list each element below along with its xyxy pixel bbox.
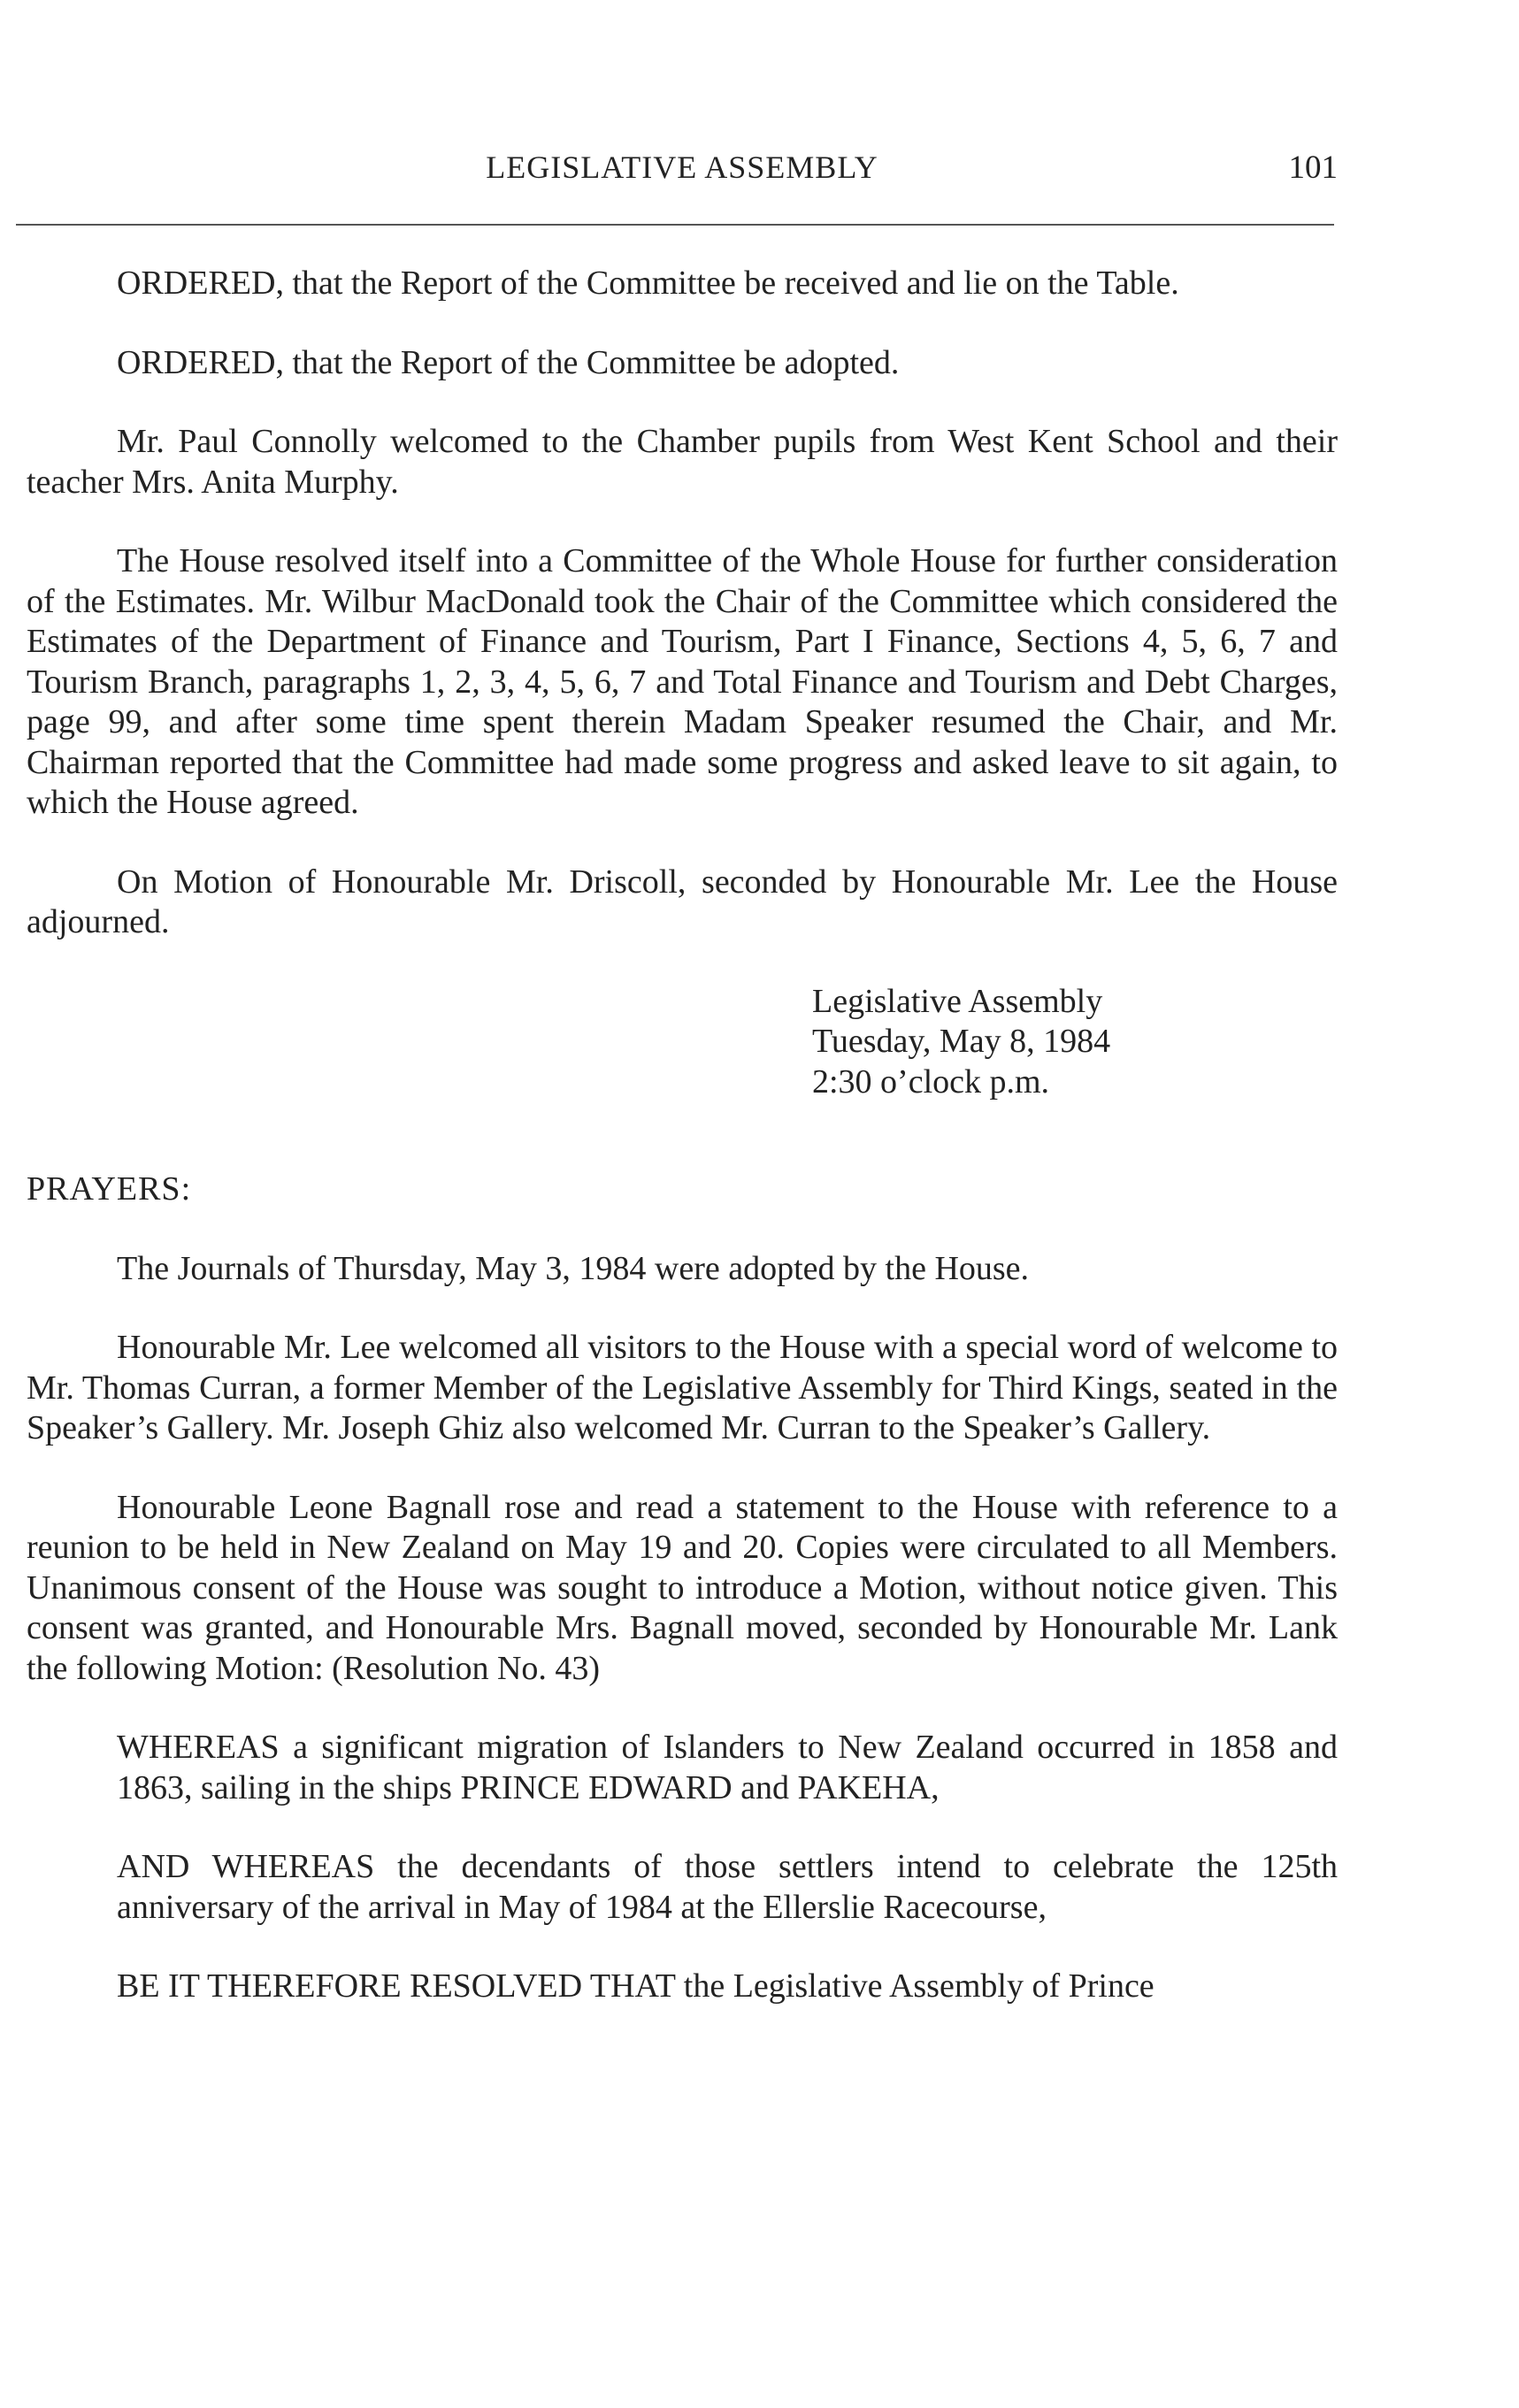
paragraph-welcome-visitors: Honourable Mr. Lee welcomed all visitors to the House with a special word of welcome to Mr. Thomas Curran, a former Member of the Legislative Assembly for Third Kings, seated in the Speaker’s Gallery. Mr. Joseph Ghiz also welcomed Mr. Curran to the Speaker’s Gallery. <box>27 1329 1338 1446</box>
dateline-date: Tuesday, May 8, 1984 <box>812 1023 1111 1060</box>
paragraph-journals-adopted: The Journals of Thursday, May 3, 1984 were adopted by the House. <box>117 1249 1030 1287</box>
journal-body <box>27 264 1338 2046</box>
resolution-whereas: WHEREAS a significant migration of Islanders to New Zealand occurred in 1858 and 1863, sailing in the ships PRINCE EDWARD and PAKEHA, <box>117 1729 1338 1806</box>
paragraph-adjournment: On Motion of Honourable Mr. Driscoll, seconded by Honourable Mr. Lee the House adjourned. <box>27 863 1338 940</box>
running-header <box>27 149 1338 198</box>
sitting-dateline <box>27 982 1338 1103</box>
prayers-heading: PRAYERS: <box>27 1170 192 1208</box>
paragraph-bagnall-statement: Honourable Leone Bagnall rose and read a statement to the House with reference to a reunion to be held in New Zealand on May 19 and 20. Copies were circulated to all Members. Unanimous consent of the House was sought to introduce a Motion, without notice given. This consent was granted, and Honourable Mrs. Bagnall moved, seconded by Honourable Mr. Lank the following Motion: (Resolution No. 43) <box>27 1488 1338 1687</box>
paragraph-welcome-pupils: Mr. Paul Connolly welcomed to the Chamber pupils from West Kent School and their teacher Mrs. Anita Murphy. <box>27 423 1338 501</box>
header-title: LEGISLATIVE ASSEMBLY <box>486 150 878 185</box>
page-number: 101 <box>1288 150 1338 186</box>
dateline-time: 2:30 o’clock p.m. <box>812 1062 1050 1100</box>
paragraph-report-received: ORDERED, that the Report of the Committee be received and lie on the Table. <box>117 265 1179 302</box>
resolution-be-it-resolved: BE IT THEREFORE RESOLVED THAT the Legislative Assembly of Prince <box>117 1967 1155 2005</box>
paragraph-report-adopted: ORDERED, that the Report of the Committee be adopted. <box>117 343 900 381</box>
resolution-and-whereas: AND WHEREAS the decendants of those settlers intend to celebrate the 125th anniversary of the arrival in May of 1984 at the Ellerslie Racecourse, <box>117 1848 1338 1926</box>
header-rule <box>16 224 1334 226</box>
spacer <box>27 1141 1338 1169</box>
dateline-assembly: Legislative Assembly <box>812 982 1103 1020</box>
paragraph-committee-whole: The House resolved itself into a Committee of the Whole House for further consideration of the Estimates. Mr. Wilbur MacDonald took the Chair of the Committee which considered the Estimates of the Department of Finance and Tourism, Part I Finance, Sections 4, 5, 6, 7 and Tourism Branch, paragraphs 1, 2, 3, 4, 5, 6, 7 and Total Finance and Tourism and Debt Charges, page 99, and after some time spent therein Madam Speaker resumed the Chair, and Mr. Chairman reported that the Committee had made some progress and asked leave to sit again, to which the House agreed. <box>27 542 1338 821</box>
